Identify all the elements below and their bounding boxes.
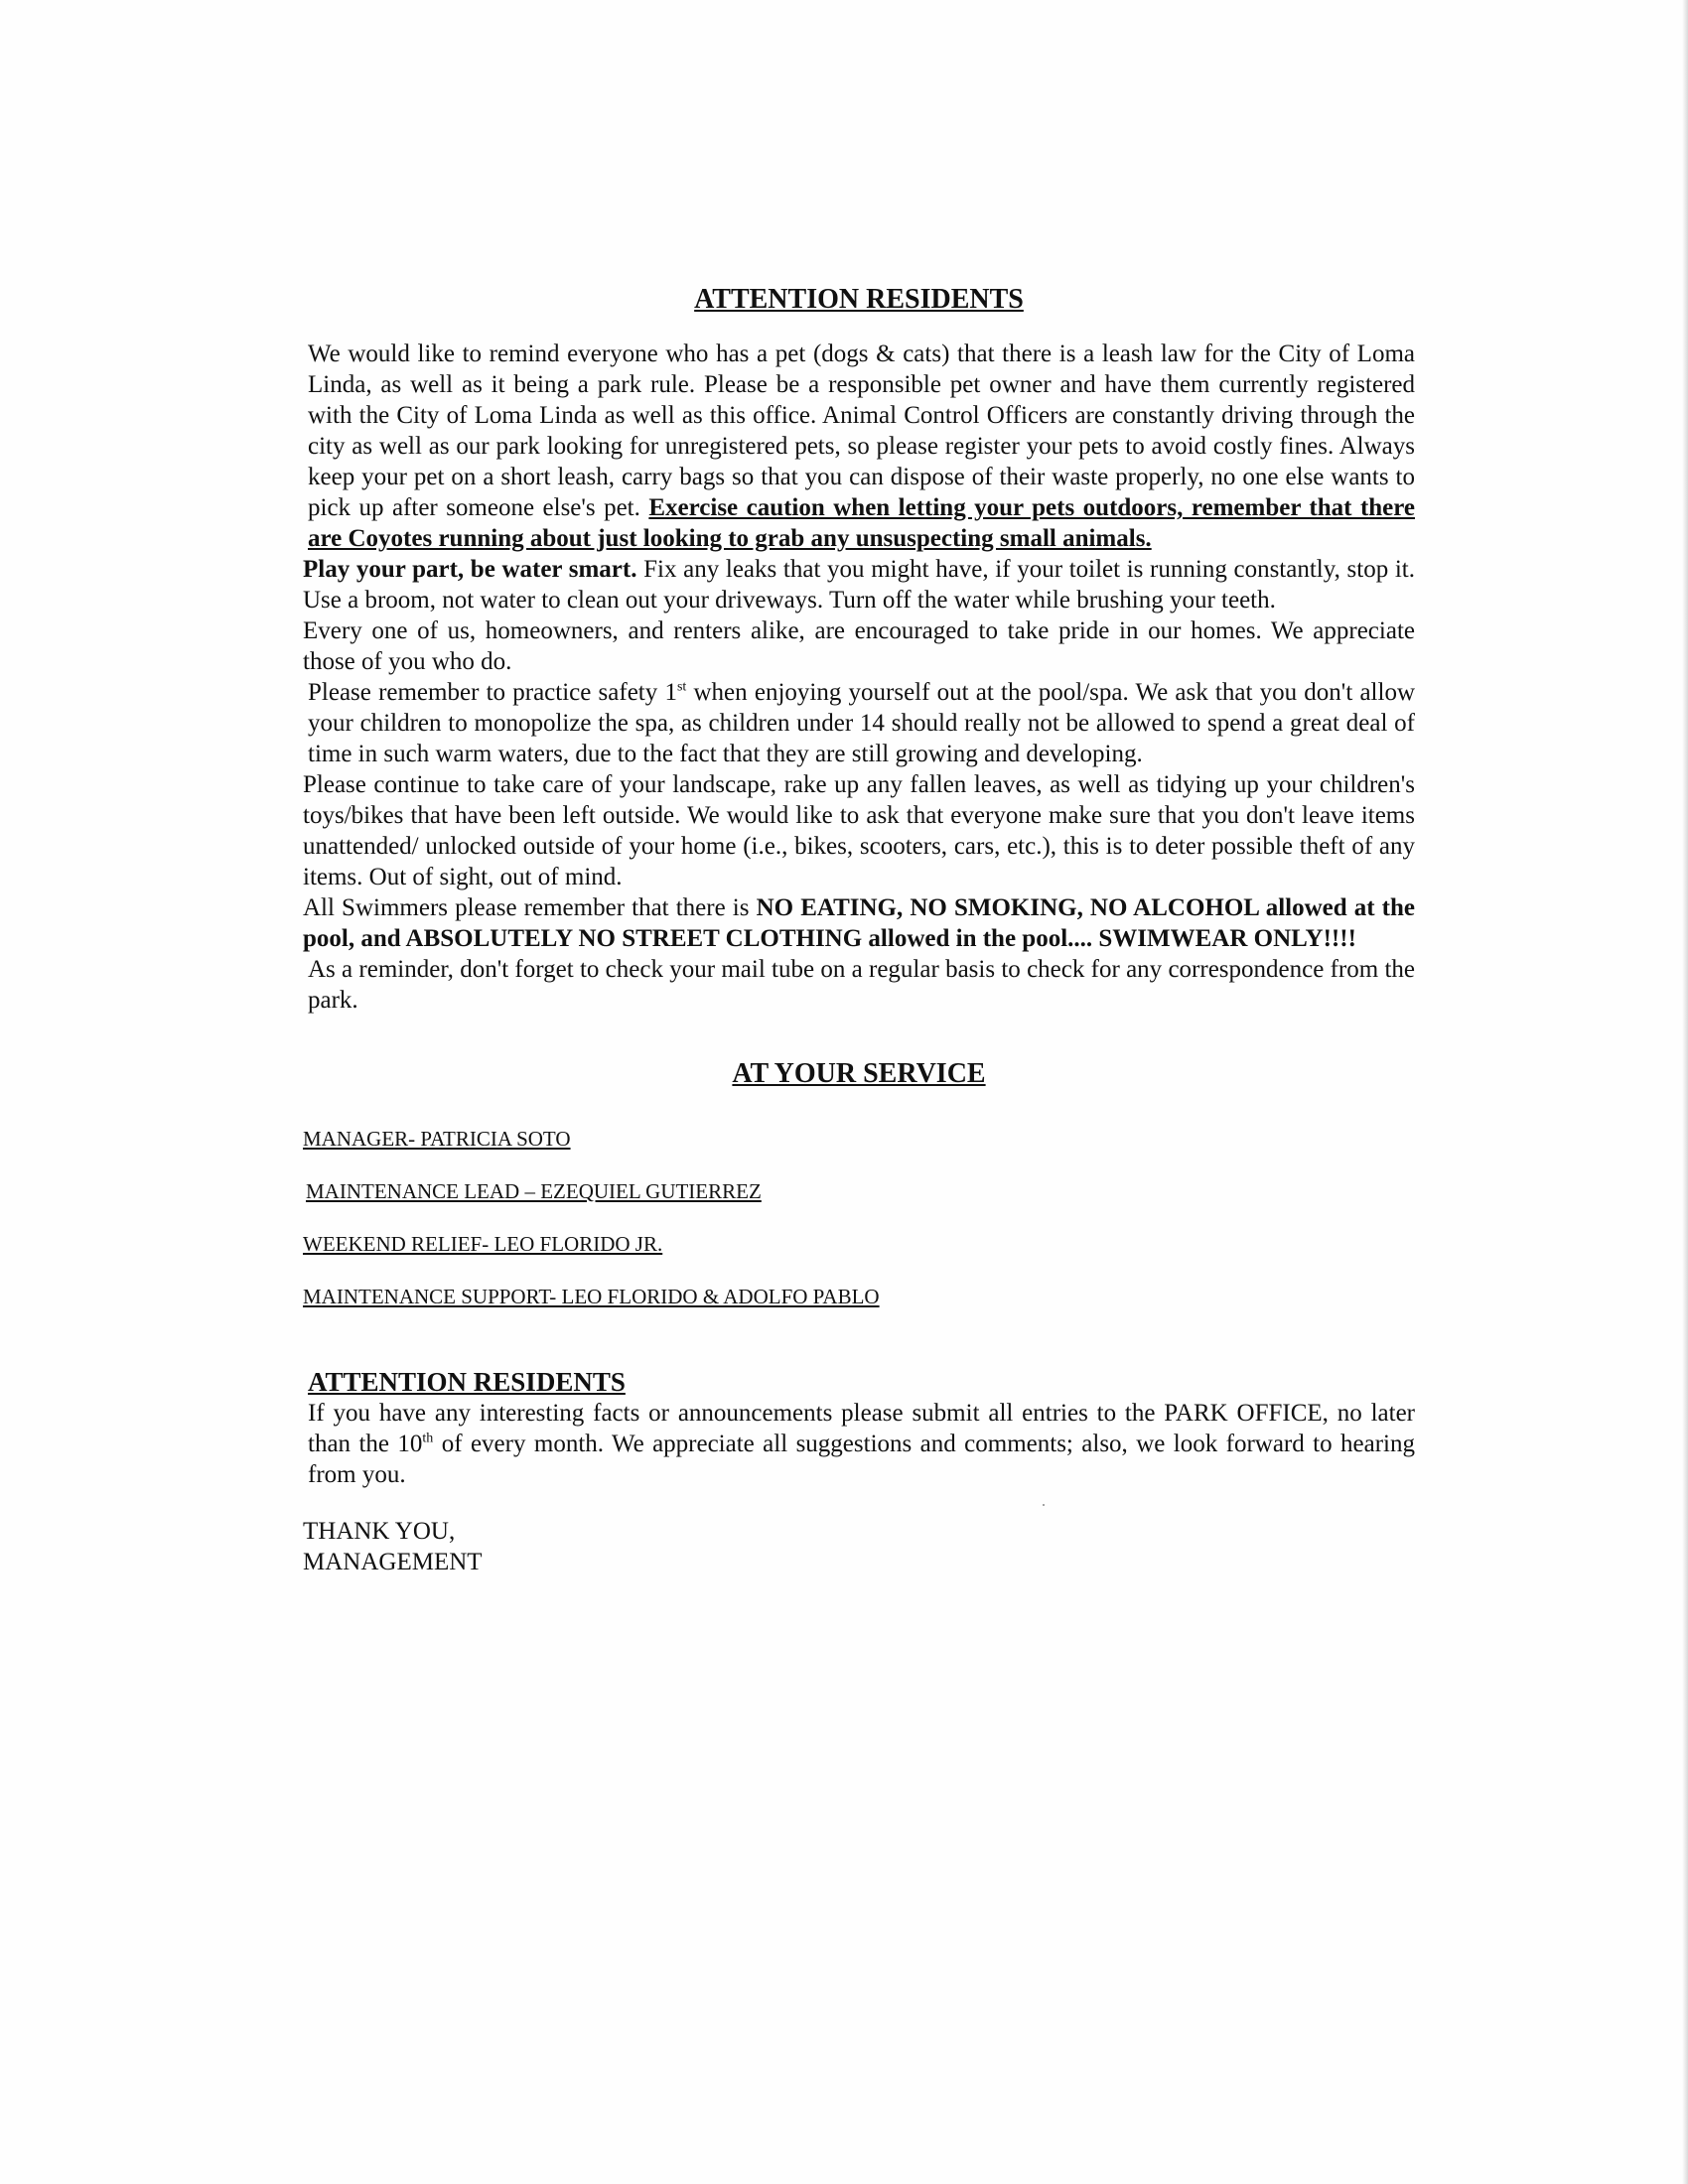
pets-paragraph — [303, 339, 1415, 554]
service-title: AT YOUR SERVICE — [732, 1058, 986, 1089]
submissions-text-before: If you have any interesting facts or announcements please submit all entries to the PARK OFFICE, no later than the 10 — [308, 1400, 1415, 1457]
landscape-paragraph: Please continue to take care of your landscape, rake up any fallen leaves, as well as tidying up your children's toys/bikes that have been left outside. We would like to ask that everyone make sure that you don't leave items unattended/ unlocked outside of your home (i.e., bikes, scooters, cars, etc.), this is to deter possible theft of any items. Out of sight, out of mind. — [303, 771, 1415, 890]
water-lead: Play your part, be water smart. — [303, 556, 637, 583]
submissions-superscript: th — [422, 1431, 434, 1446]
staff-maintenance-lead: MAINTENANCE LEAD – EZEQUIEL GUTIERREZ — [306, 1179, 762, 1203]
closing-thanks: THANK YOU, — [303, 1518, 456, 1545]
notice-title: ATTENTION RESIDENTS — [694, 284, 1024, 315]
staff-manager: MANAGER- PATRICIA SOTO — [303, 1127, 571, 1151]
safety-text-after: when enjoying yourself out at the pool/spa. We ask that you don't allow your children to monopolize the spa, as children under 14 should really not be allowed to spend a great deal of time in such warm waters, due to the fact that they are still growing and developing. — [308, 679, 1416, 767]
water-paragraph — [303, 554, 1415, 615]
pool-rules: NO EATING, NO SMOKING, NO ALCOHOL allowed at the pool, and ABSOLUTELY NO STREET CLOTHING allowed in the pool.... SWIMWEAR ONLY!!!! — [303, 894, 1416, 952]
pets-text: We would like to remind everyone who has a pet (dogs & cats) that there is a leash law for the City of Loma Linda, as well as it being a park rule. Please be a responsible pet owner and have them currently registered with the City of Loma Linda as well as this office. Animal Control Officers are constantly driving through the city as well as our park looking for unregistered pets, so please register your pets to avoid costly fines. Always keep your pet on a short leash, carry bags so that you can dispose of their waste properly, no one else wants to pick up after someone else's pet. — [308, 341, 1415, 521]
submissions-paragraph — [303, 1398, 1415, 1490]
pool-lead: All Swimmers please remember that there is — [303, 894, 757, 921]
staff-weekend-relief: WEEKEND RELIEF- LEO FLORIDO JR. — [303, 1232, 663, 1256]
safety-text-before: Please remember to practice safety 1 — [308, 679, 677, 706]
coyote-warning: Exercise caution when letting your pets outdoors, remember that there are Coyotes running about just looking to grab any unsuspecting small animals. — [308, 494, 1416, 552]
notice-body — [303, 283, 1415, 1577]
closing-signoff: MANAGEMENT — [303, 1549, 483, 1575]
pool-paragraph — [303, 892, 1415, 954]
staff-maintenance-support: MAINTENANCE SUPPORT- LEO FLORIDO & ADOLFO PABLO — [303, 1285, 880, 1308]
safety-paragraph — [303, 677, 1415, 769]
safety-superscript: st — [676, 679, 687, 695]
scan-edge-shadow — [1682, 0, 1688, 2184]
closing-signature — [303, 1516, 1415, 1577]
water-text: Fix any leaks that you might have, if your toilet is running constantly, stop it. Use a broom, not water to clean out your driveways. Turn off the water while brushing your teeth. — [303, 556, 1415, 614]
submissions-title: ATTENTION RESIDENTS — [308, 1367, 626, 1397]
submissions-text-after: of every month. We appreciate all suggestions and comments; also, we look forward to hearing from you. — [308, 1431, 1415, 1488]
mail-paragraph: As a reminder, don't forget to check your mail tube on a regular basis to check for any correspondence from the park. — [308, 956, 1415, 1014]
pride-paragraph: Every one of us, homeowners, and renters alike, are encouraged to take pride in our homes. We appreciate those of you who do. — [303, 617, 1415, 675]
